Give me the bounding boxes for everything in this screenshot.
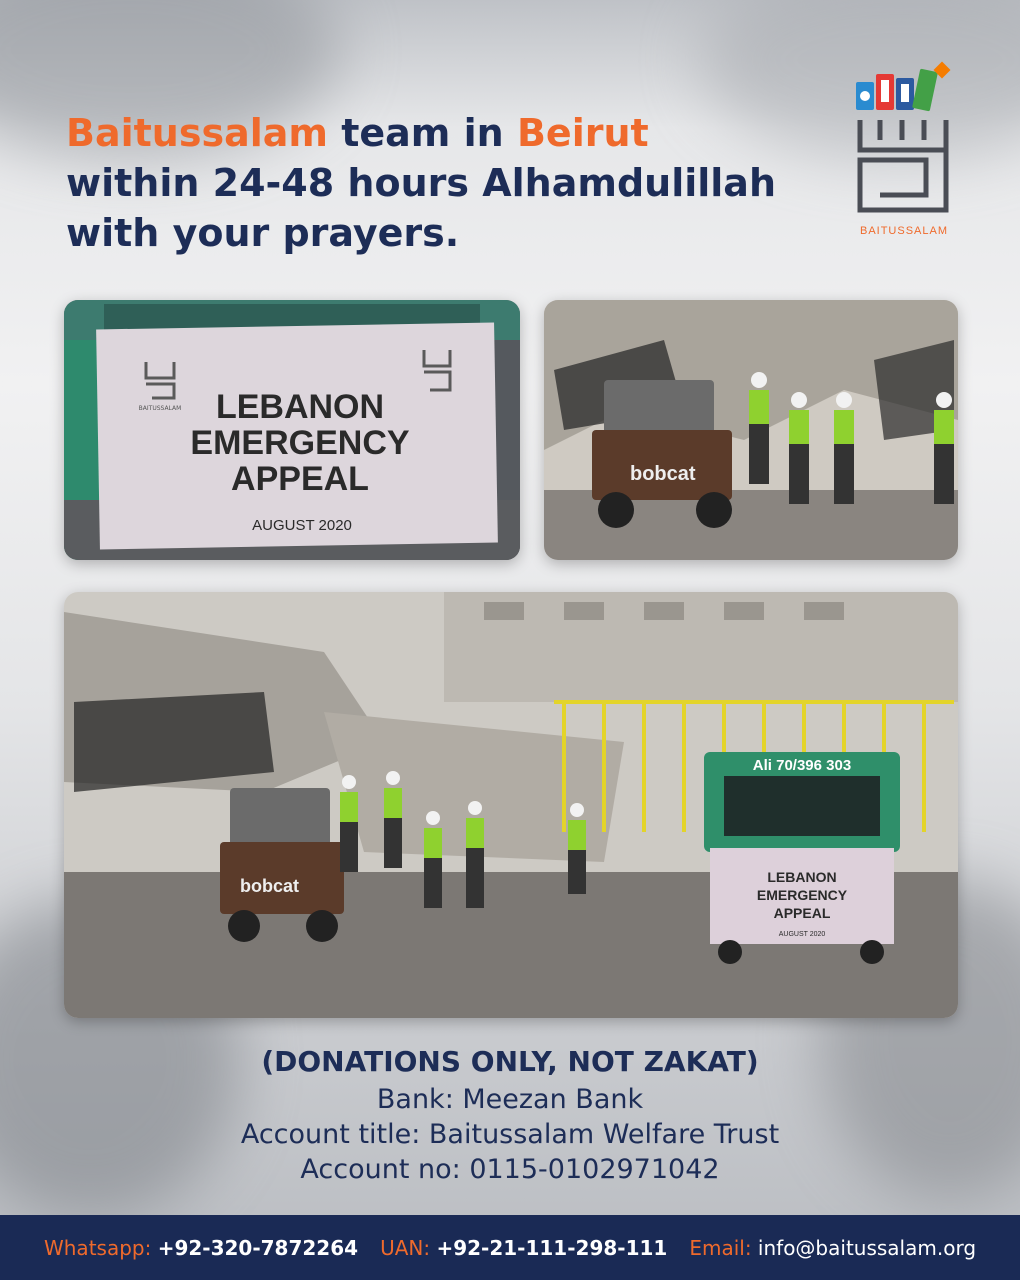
truck-banner-date: AUGUST 2020 (778, 931, 826, 938)
loader-brand-wide: bobcat (240, 876, 300, 896)
loader-brand: bobcat (630, 463, 696, 485)
banner-line2: EMERGENCY (190, 424, 410, 462)
logo-caption: BAITUSSALAM (859, 225, 949, 237)
email-label: Email: (689, 1235, 752, 1260)
logo-book-icons (856, 62, 950, 112)
banner-date: AUGUST 2020 (252, 517, 352, 534)
whatsapp-label: Whatsapp: (43, 1235, 152, 1260)
headline-mid: team in (328, 111, 517, 155)
banner-brand-small: BAITUSSALAM (138, 405, 182, 412)
photo-truck-banner (64, 300, 520, 560)
account-title: Account title: Baitussalam Welfare Trust (240, 1119, 780, 1150)
headline-line2: within 24-48 hours Alhamdulillah (66, 161, 776, 205)
headline-city: Beirut (516, 111, 649, 155)
headline-brand: Baitussalam (66, 111, 328, 155)
green-truck (704, 752, 900, 964)
donation-title: (DONATIONS ONLY, NOT ZAKAT) (261, 1045, 759, 1078)
truck-banner-line3: APPEAL (773, 905, 831, 921)
photo-cleanup-crew (544, 300, 958, 560)
baitussalam-logo (846, 60, 962, 240)
banner-line3: APPEAL (231, 460, 369, 498)
truck-banner-line2: EMERGENCY (756, 887, 848, 903)
donation-info (0, 1042, 1020, 1187)
whatsapp-number[interactable]: +92-320-7872264 (157, 1235, 359, 1260)
uan-number[interactable]: +92-21-111-298-111 (436, 1235, 668, 1260)
photo-beirut-site (64, 592, 958, 1018)
banner-line1: LEBANON (215, 388, 385, 426)
email-contact (689, 1236, 976, 1260)
headline (66, 108, 826, 258)
bank-name: Bank: Meezan Bank (376, 1084, 644, 1115)
uan-contact (380, 1236, 667, 1260)
email-address[interactable]: info@baitussalam.org (757, 1235, 977, 1260)
whatsapp-contact (44, 1236, 358, 1260)
truck-banner-line1: LEBANON (767, 869, 837, 885)
logo-calligraphy (860, 120, 946, 210)
contact-footer (0, 1215, 1020, 1280)
headline-line3: with your prayers. (66, 211, 460, 255)
account-number: Account no: 0115-0102971042 (300, 1154, 720, 1185)
truck-plate: Ali 70/396 303 (752, 757, 852, 774)
uan-label: UAN: (380, 1235, 431, 1260)
